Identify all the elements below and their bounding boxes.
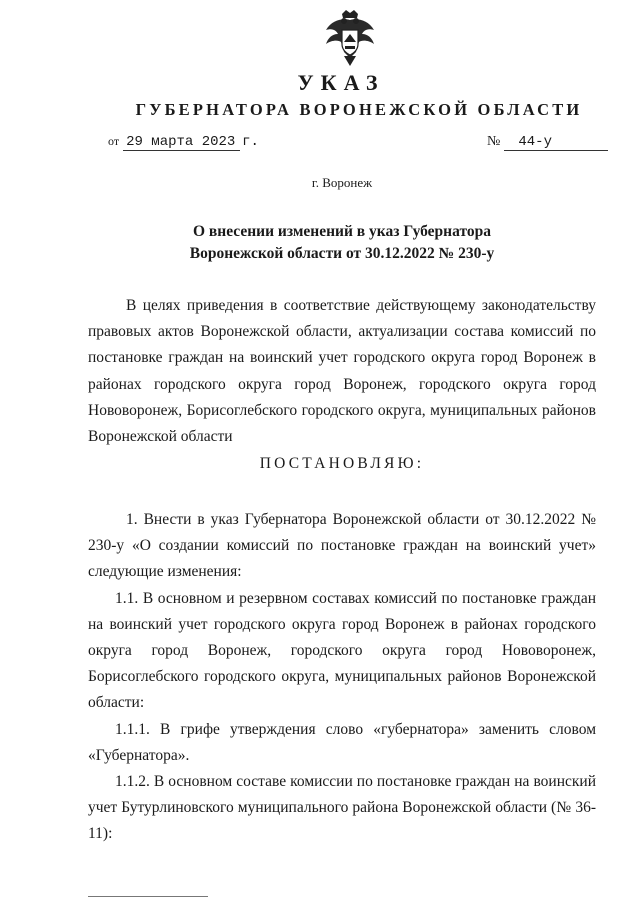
number-label: № [487,134,501,149]
decree-word: ПОСТАНОВЛЯЮ: [259,455,425,472]
document-number: 44-у [504,134,608,151]
date-prefix: от [108,134,120,148]
number-row [487,134,608,151]
document-date: 29 марта 2023 [123,134,240,151]
footer-divider [88,896,208,897]
item-paragraph-1: 1. Внести в указ Губернатора Воронежской области от 30.12.2022 № 230-у «О создании комиссий по постановке граждан на воинский учет» следующие изменения: [88,511,596,581]
date-row [108,134,259,151]
item-paragraph-1-1-2: 1.1.2. В основном составе комиссии по постановке граждан на воинский учет Бутурлиновского муниципального района Воронежской области (№ 36-11): [88,773,596,843]
preamble-block [88,293,596,450]
document-title [0,221,640,265]
document-type-title: УКАЗ [297,70,385,95]
date-suffix: г. [242,134,259,150]
preamble-paragraph: В целях приведения в соответствие действующему законодательству правовых актов Воронежской области, актуализации состава комиссий по постановке граждан на воинский учет городского округа город Воронеж в районах городского округа город Воронеж, городского округа город Нововоронеж, Борисоглебского городского округа, муниципальных районов Воронежской области [88,297,596,446]
issuer-subtitle: ГУБЕРНАТОРА ВОРОНЕЖСКОЙ ОБЛАСТИ [135,100,583,119]
document-title-line-1: О внесении изменений в указ Губернатора [193,223,491,240]
coat-of-arms-icon [322,8,378,68]
item-paragraph-1-1: 1.1. В основном и резервном составах комиссий по постановке граждан на воинский учет городского округа город Воронеж в районах городского округа город Воронеж, городского округа город Нововоронеж, Борисоглебского городского округа, муниципальных районов Воронежской области: [88,589,596,712]
document-title-line-2: Воронежской области от 30.12.2022 № 230-у [189,245,495,262]
city-label: г. Воронеж [311,175,373,190]
items-block [88,507,596,848]
item-paragraph-1-1-1: 1.1.1. В грифе утверждения слово «губернатора» заменить словом «Губернатора». [88,720,596,764]
